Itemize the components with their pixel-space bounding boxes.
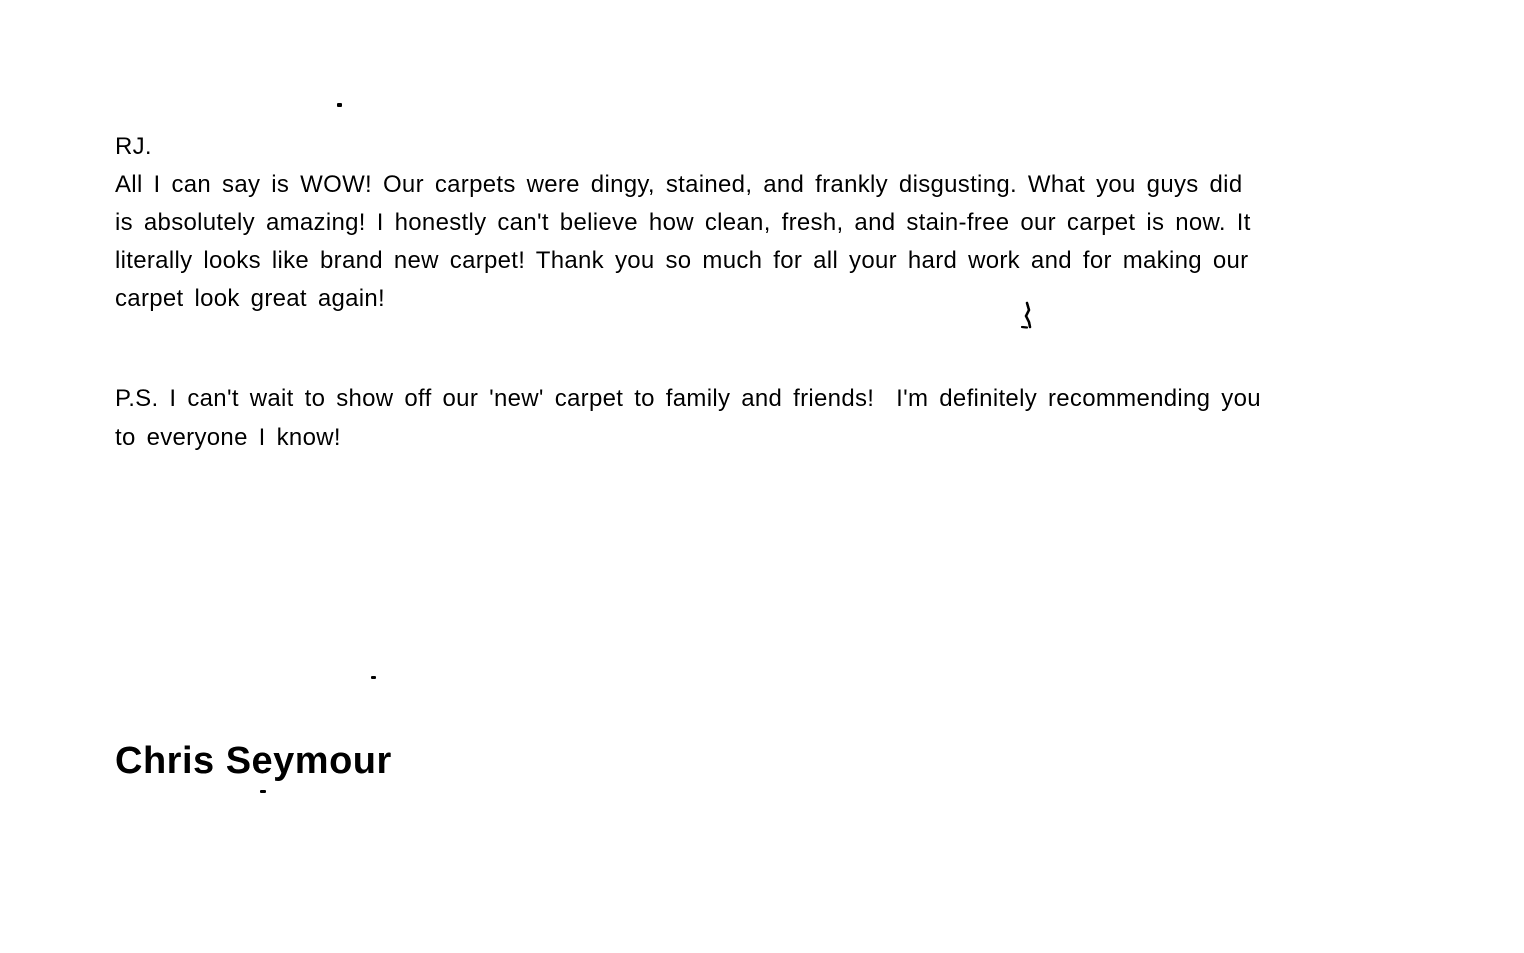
letter-line: is absolutely amazing! I honestly can't believe how clean, fresh, and stain-free our carpet is now. It	[115, 209, 1251, 236]
scan-speck	[260, 790, 266, 793]
letter-line: P.S. I can't wait to show off our 'new' carpet to family and friends! I'm definitely recommending you	[115, 385, 1261, 412]
letter-line: All I can say is WOW! Our carpets were dingy, stained, and frankly disgusting. What you guys did	[115, 171, 1243, 198]
salutation: RJ.	[115, 133, 152, 160]
scan-speck	[371, 676, 376, 679]
letter-body-paragraph	[115, 128, 1251, 318]
letter-line: carpet look great again!	[115, 285, 386, 312]
letter-line: literally looks like brand new carpet! Thank you so much for all your hard work and for making our	[115, 247, 1249, 274]
letter-line: to everyone I know!	[115, 424, 341, 451]
scan-speck	[337, 103, 342, 107]
postscript-paragraph	[115, 379, 1261, 457]
ink-smudge	[1017, 300, 1039, 334]
signature: Chris Seymour	[115, 740, 392, 782]
